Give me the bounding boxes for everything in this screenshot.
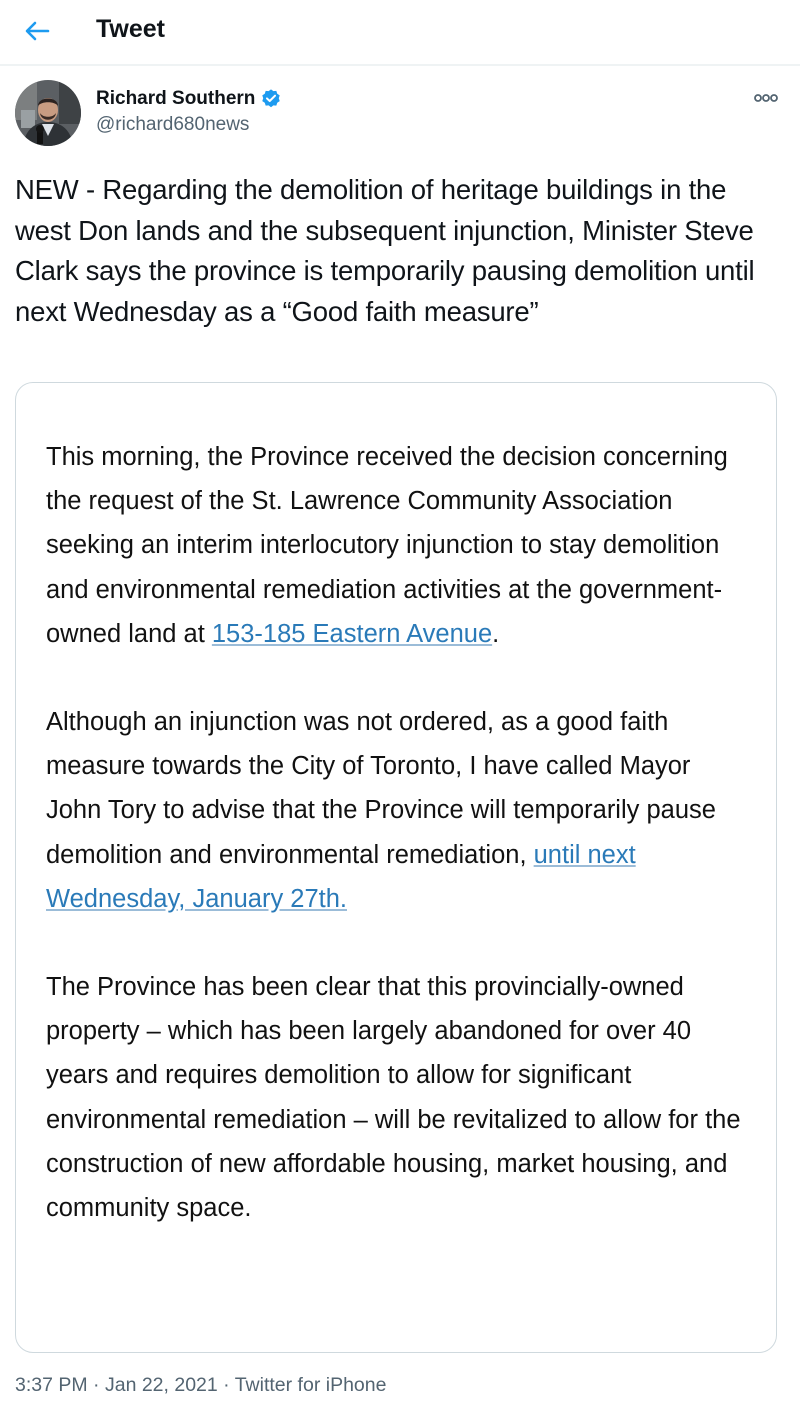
page-title: Tweet bbox=[96, 15, 165, 43]
author-handle[interactable]: @richard680news bbox=[96, 114, 250, 135]
author-name[interactable] bbox=[96, 88, 282, 110]
arrow-left-icon bbox=[20, 14, 54, 48]
top-bar bbox=[0, 0, 800, 66]
statement-paragraph-2 bbox=[46, 700, 746, 921]
back-button[interactable] bbox=[20, 14, 54, 48]
meta-separator: · bbox=[217, 1374, 235, 1396]
date-link[interactable]: until next Wednesday, January 27th. bbox=[46, 840, 636, 913]
tweet-source: Twitter for iPhone bbox=[234, 1374, 387, 1396]
statement-paragraph-1 bbox=[46, 435, 746, 656]
more-options-icon bbox=[752, 90, 780, 106]
statement-p2-text: Although an injunction was not ordered, as a good faith measure towards the City of Toronto, I have called Mayor John Tory to advise that the Province will temporarily pause demolition and environmental remediation, bbox=[46, 708, 716, 869]
statement-text bbox=[46, 435, 746, 1274]
statement-paragraph-3: The Province has been clear that this provincially-owned property – which has been largely abandoned for over 40 years and requires demolition to allow for significant environmental remediation – will be revitalized to allow for the construction of new affordable housing, market housing, and community space. bbox=[46, 973, 741, 1223]
meta-separator: · bbox=[87, 1374, 105, 1396]
tweet-time[interactable]: 3:37 PM bbox=[15, 1374, 88, 1396]
more-options-button[interactable] bbox=[752, 90, 780, 106]
tweet-text: NEW - Regarding the demolition of heritage buildings in the west Don lands and the subsequent injunction, Minister Steve Clark says the province is temporarily pausing demolition until next Wednesday as a “Good faith measure” bbox=[15, 174, 755, 327]
statement-p1-text: This morning, the Province received the decision concerning the request of the St. Lawrence Community Association seeking an interim interlocutory injunction to stay demolition and environmental remediation activities at the government-owned land at bbox=[46, 443, 728, 648]
tweet-metadata bbox=[15, 1374, 386, 1397]
statement-image-card[interactable] bbox=[15, 382, 777, 1353]
avatar[interactable] bbox=[15, 80, 81, 146]
tweet-date[interactable]: Jan 22, 2021 bbox=[104, 1374, 218, 1396]
address-link[interactable]: 153-185 Eastern Avenue bbox=[211, 619, 493, 648]
statement-p1-end: . bbox=[492, 619, 500, 648]
verified-badge-icon bbox=[260, 88, 282, 110]
avatar-photo bbox=[15, 80, 81, 146]
author-name-text: Richard Southern bbox=[96, 88, 256, 109]
